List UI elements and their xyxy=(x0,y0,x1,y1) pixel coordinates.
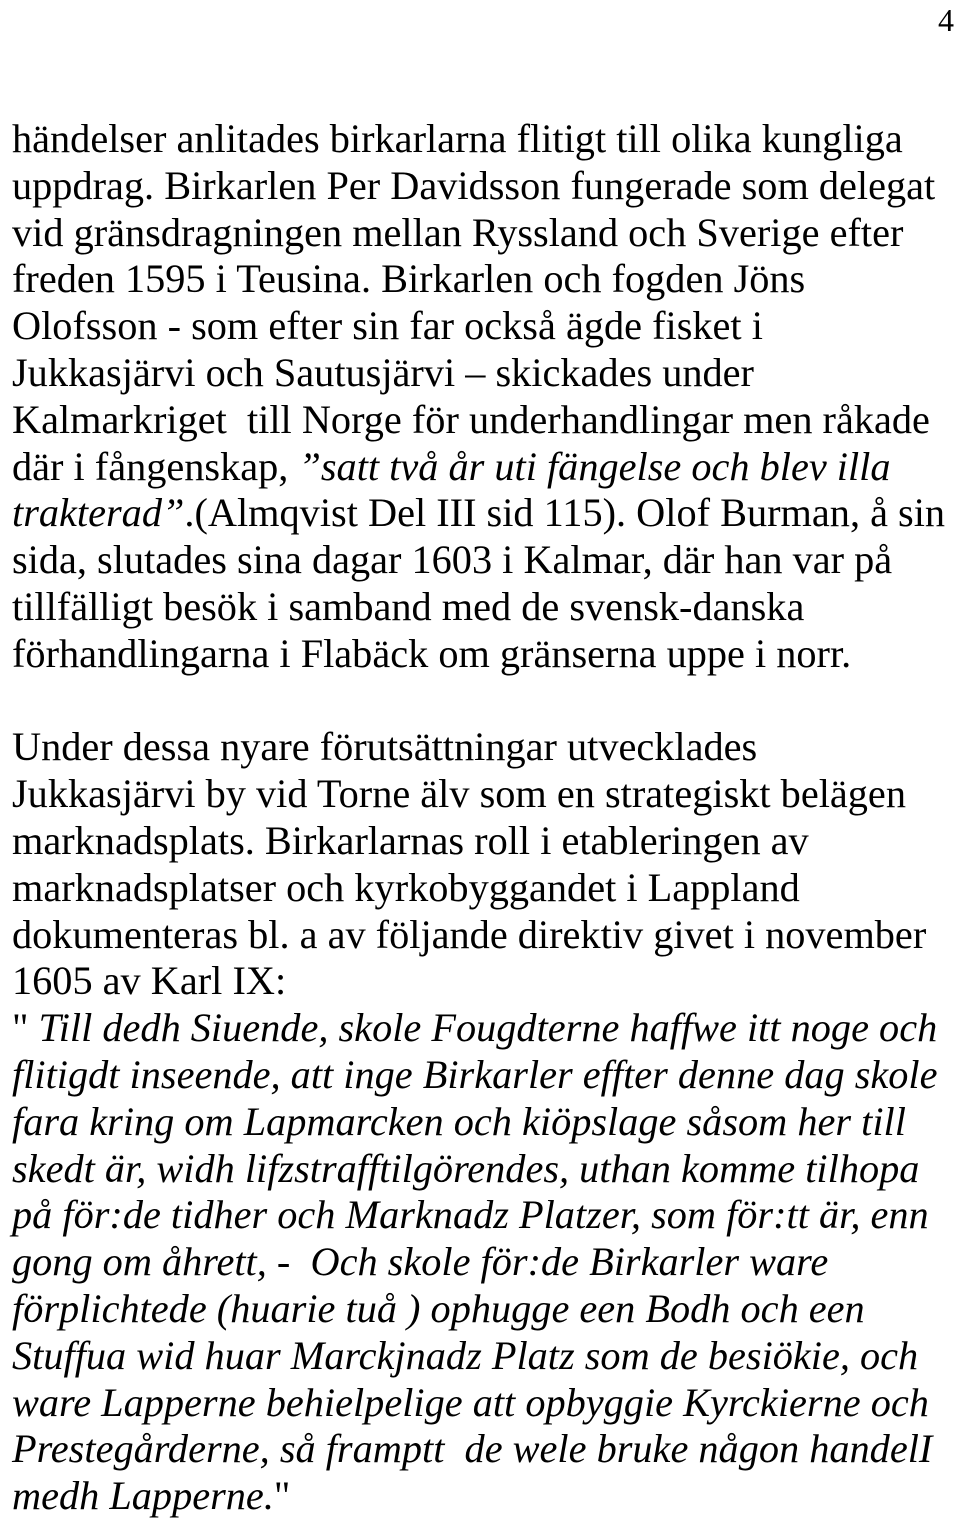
text-run: vid gränsdragningen mellan Ryssland och Sverige efter xyxy=(12,209,904,255)
text-line xyxy=(12,1473,952,1520)
text-line xyxy=(12,537,952,584)
italic-text-run: gong om åhrett, - Och skole för:de Birkarler ware xyxy=(12,1239,829,1285)
italic-text-run: Prestegårderne, så framptt de wele bruke någon handelI xyxy=(12,1426,933,1472)
text-line xyxy=(12,1192,952,1239)
italic-text-run: ware Lapperne behielpelige att opbyggie Kyrckierne och xyxy=(12,1379,929,1425)
italic-text-run: Till dedh Siuende, skole Fougdterne haffwe itt noge och xyxy=(38,1005,938,1051)
text-line xyxy=(12,1239,952,1286)
text-run: sida, slutades sina dagar 1603 i Kalmar, där han var på xyxy=(12,537,893,583)
text-run: Olofsson - som efter sin far också ägde fisket i xyxy=(12,303,763,349)
text-line xyxy=(12,444,952,491)
text-line xyxy=(12,397,952,444)
italic-text-run: skedt är, widh lifzstrafftilgörendes, uthan komme tilhopa xyxy=(12,1145,920,1191)
italic-text-run: medh Lapperne. xyxy=(12,1473,274,1519)
text-line xyxy=(12,865,952,912)
text-run: marknadsplatser och kyrkobyggandet i Lappland xyxy=(12,864,800,910)
text-line xyxy=(12,1099,952,1146)
text-line xyxy=(12,350,952,397)
text-run: Kalmarkriget till Norge för underhandlingar men råkade xyxy=(12,396,930,442)
text-line xyxy=(12,584,952,631)
text-run: freden 1595 i Teusina. Birkarlen och fogden Jöns xyxy=(12,256,806,302)
italic-text-run: ”satt två år uti fängelse och blev illa xyxy=(298,443,891,489)
text-line xyxy=(12,256,952,303)
text-run: uppdrag. Birkarlen Per Davidsson fungerade som delegat xyxy=(12,162,936,208)
text-run: " xyxy=(273,1473,291,1519)
text-line xyxy=(12,1052,952,1099)
text-line xyxy=(12,724,952,771)
italic-text-run: förplichtede (huarie tuå ) ophugge een Bodh och een xyxy=(12,1285,865,1331)
text-run: 1605 av Karl IX: xyxy=(12,958,287,1004)
text-line xyxy=(12,210,952,257)
text-line xyxy=(12,1380,952,1427)
text-run: förhandlingarna i Flabäck om gränserna uppe i norr. xyxy=(12,630,852,676)
text-run: händelser anlitades birkarlarna flitigt till olika kungliga xyxy=(12,116,903,161)
text-line xyxy=(12,163,952,210)
text-run: Jukkasjärvi by vid Torne älv som en strategiskt belägen xyxy=(12,771,906,817)
text-line xyxy=(12,303,952,350)
text-run: Jukkasjärvi och Sautusjärvi – skickades under xyxy=(12,349,754,395)
italic-text-run: på för:de tidher och Marknadz Platzer, som för:tt är, enn xyxy=(12,1192,929,1238)
text-run: där i fångenskap, xyxy=(12,443,299,489)
text-line xyxy=(12,1286,952,1333)
italic-text-run: Stuffua wid huar Marckjnadz Platz som de besiökie, och xyxy=(12,1332,919,1378)
text-line xyxy=(12,1333,952,1380)
italic-text-run: flitigdt inseende, att inge Birkarler effter denne dag skole xyxy=(12,1051,938,1097)
text-line xyxy=(12,818,952,865)
text-line xyxy=(12,1146,952,1193)
text-line xyxy=(12,1005,952,1052)
text-run: " xyxy=(12,1005,39,1051)
text-run: .(Almqvist Del III sid 115). Olof Burman, å sin xyxy=(184,490,946,536)
text-run: dokumenteras bl. a av följande direktiv givet i november xyxy=(12,911,927,957)
paragraph xyxy=(12,116,952,678)
italic-text-run: trakterad” xyxy=(12,490,185,536)
italic-text-run: fara kring om Lapmarcken och kiöpslage såsom her till xyxy=(12,1098,906,1144)
text-line xyxy=(12,958,952,1005)
text-line xyxy=(12,490,952,537)
text-run: marknadsplats. Birkarlarnas roll i etableringen av xyxy=(12,817,809,863)
text-line xyxy=(12,116,952,163)
text-run: tillfälligt besök i samband med de svensk-danska xyxy=(12,583,805,629)
text-line xyxy=(12,631,952,678)
text-run: Under dessa nyare förutsättningar utvecklades xyxy=(12,724,758,770)
text-line xyxy=(12,912,952,959)
text-line xyxy=(12,1426,952,1473)
paragraph xyxy=(12,724,952,1520)
text-line xyxy=(12,771,952,818)
page-number: 4 xyxy=(938,2,954,38)
